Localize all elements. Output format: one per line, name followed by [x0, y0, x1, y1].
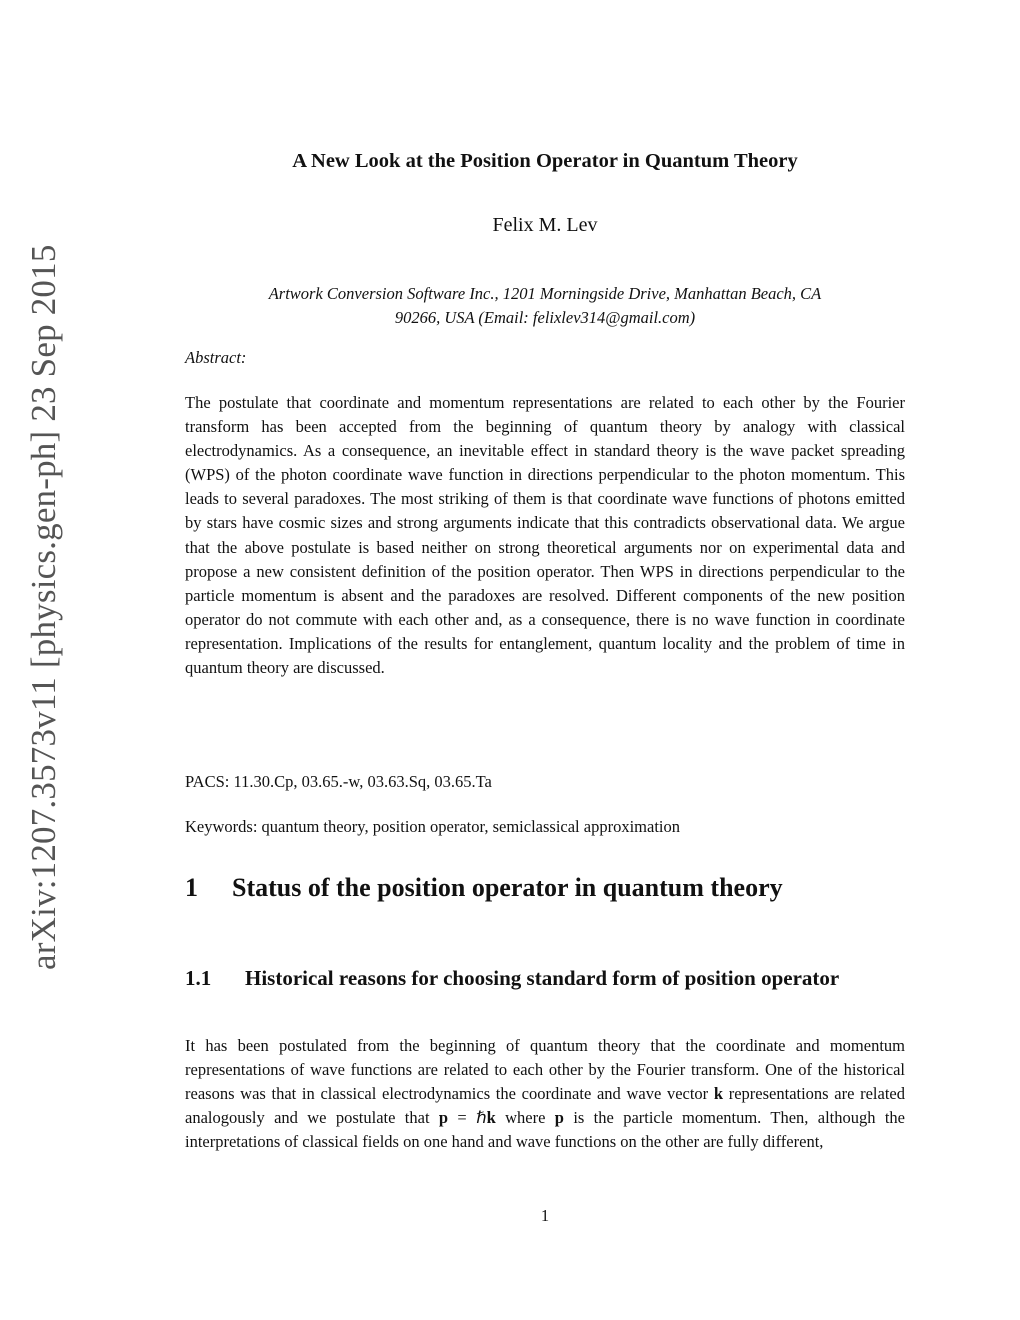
intro-text-2: representations are related analogously and we postulate that [185, 1084, 905, 1128]
abstract-text: The postulate that coordinate and momentum representations are related to each other by the Fourier transform has been accepted from the beginning of quantum theory by analogy with classical electrodynamics. As a consequence, an inevitable effect in standard theory is the wave packet spreading (WPS) of the photon coordinate wave function in directions perpendicular to the photon momentum. This leads to several paradoxes. The most striking of them is that coordinate wave functions of photons emitted by stars have cosmic sizes and strong arguments indicate that this contradicts observational data. We argue that the above postulate is based neither on strong theoretical arguments nor on experimental data and propose a new consistent definition of the position operator. Then WPS in directions perpendicular to the particle momentum is absent and the paradoxes are resolved. Different components of the new position operator do not commute with each other and, as a consequence, there is no wave function in coordinate representation. Implications of the results for entanglement, quantum locality and the problem of time in quantum theory are discussed. [185, 393, 905, 678]
affiliation [185, 282, 905, 330]
author-name: Felix M. Lev [492, 214, 598, 236]
intro-text-1: It has been postulated from the beginning of quantum theory that the coordinate and momentum representations of wave functions are related to each other by the Fourier transform. One of the historical reasons was that in classical electrodynamics the coordinate and wave vector [185, 1036, 905, 1104]
intro-text-3: where [495, 1108, 555, 1128]
intro-text-4: is the particle momentum. Then, although the interpretations of classical fields on one hand and wave functions on the other are fully different, [185, 1108, 906, 1152]
equation-text: = ℏ [448, 1108, 487, 1128]
pacs-codes: PACS: 11.30.Cp, 03.65.-w, 03.63.Sq, 03.65.Ta [185, 772, 492, 791]
paper-title: A New Look at the Position Operator in Quantum Theory [292, 150, 798, 172]
wave-vector-symbol-2: k [486, 1108, 496, 1128]
wave-vector-symbol: k [713, 1084, 724, 1104]
affiliation-line-2: 90266, USA (Email: felixlev314@gmail.com) [394, 308, 696, 327]
section-1-number: 1 [185, 873, 198, 902]
section-1-1-number: 1.1 [185, 966, 212, 990]
section-1-1-title: Historical reasons for choosing standard form of position operator [245, 966, 840, 990]
page-number: 1 [540, 1206, 550, 1225]
abstract-label: Abstract: [185, 348, 247, 367]
keywords: Keywords: quantum theory, position operator, semiclassical approximation [185, 817, 680, 836]
section-1-title: Status of the position operator in quantum theory [232, 873, 783, 902]
momentum-symbol: p [438, 1108, 449, 1128]
intro-paragraph [185, 1034, 905, 1154]
arxiv-identifier: arXiv:1207.3573v11 [physics.gen-ph] 23 Sep 2015 [24, 244, 63, 970]
momentum-symbol-2: p [554, 1108, 564, 1128]
affiliation-line-1: Artwork Conversion Software Inc., 1201 Morningside Drive, Manhattan Beach, CA [268, 284, 822, 303]
